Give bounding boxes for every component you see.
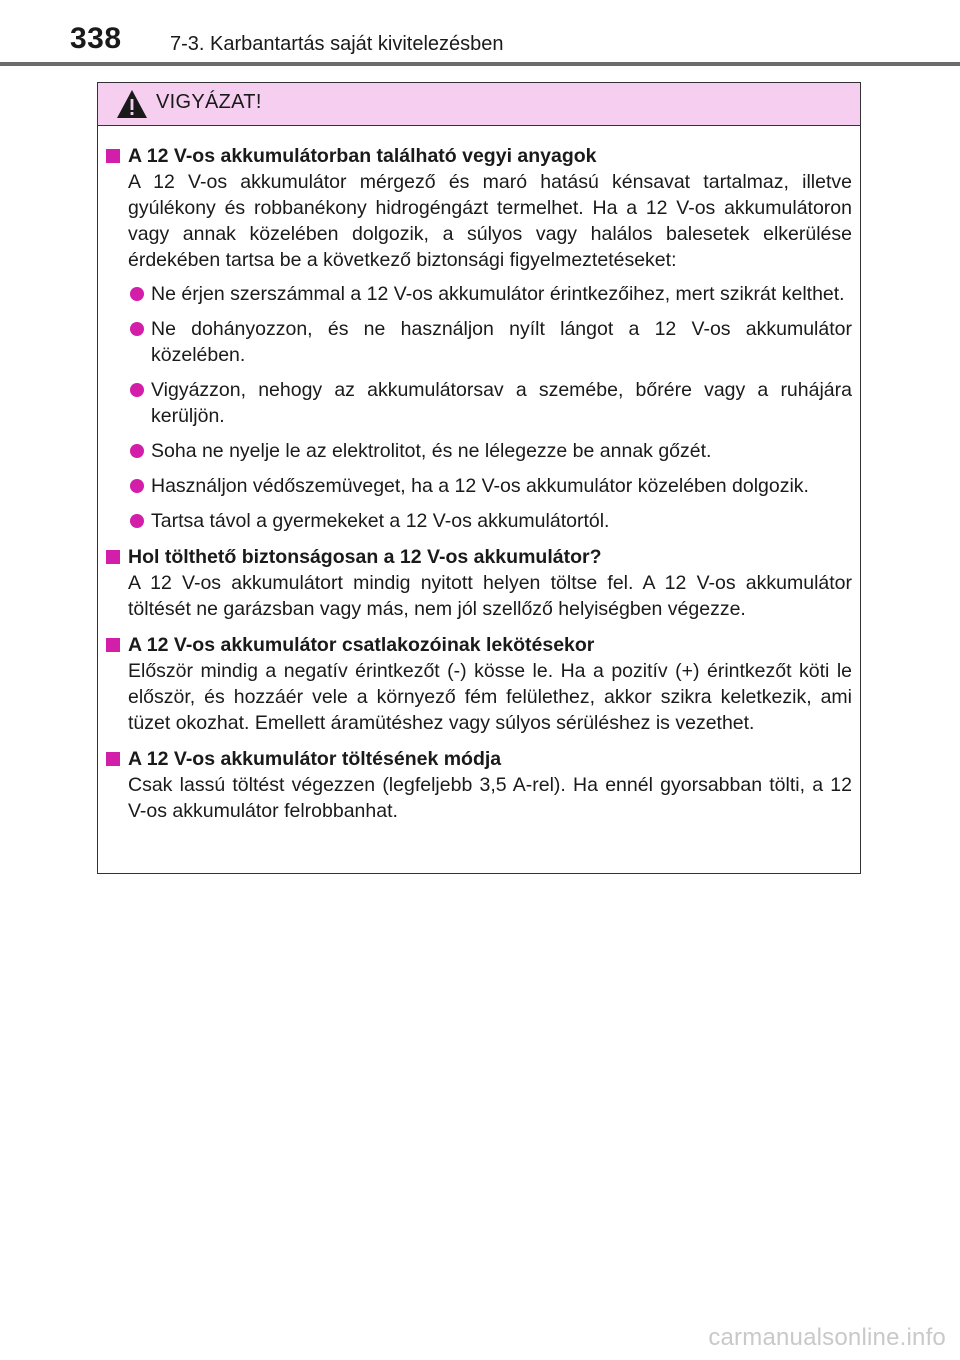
list-item-text: Soha ne nyelje le az elektrolitot, és ne lélegezze be annak gőzét. xyxy=(151,440,712,462)
list-item xyxy=(106,316,852,368)
circle-bullet-icon xyxy=(130,479,144,493)
header-divider xyxy=(0,62,960,66)
circle-bullet-icon xyxy=(130,444,144,458)
caution-box xyxy=(97,82,861,874)
section-text: Csak lassú töltést végezzen (legfeljebb 3,5 A-rel). Ha ennél gyorsabban tölti, a 12 V-os akkumulátor felrobbanhat. xyxy=(128,774,852,822)
bullet-list xyxy=(106,281,852,534)
square-bullet-icon xyxy=(106,638,120,652)
section-safe-charging-place xyxy=(106,544,852,622)
section-text: A 12 V-os akkumulátort mindig nyitott helyen töltse fel. A 12 V-os akkumulátor töltését ne garázsban vagy más, nem jól szellőző helyiségben végezze. xyxy=(128,572,852,620)
circle-bullet-icon xyxy=(130,514,144,528)
warning-icon xyxy=(116,89,148,119)
section-charging-method xyxy=(106,746,852,824)
square-bullet-icon xyxy=(106,149,120,163)
list-item xyxy=(106,473,852,499)
list-item-text: Vigyázzon, nehogy az akkumulátorsav a szemébe, bőrére vagy a ruhájára kerüljön. xyxy=(151,379,852,427)
list-item xyxy=(106,508,852,534)
section-heading-text: A 12 V-os akkumulátor csatlakozóinak lekötésekor xyxy=(128,634,595,656)
section-heading xyxy=(106,143,852,169)
section-heading-text: Hol tölthető biztonságosan a 12 V-os akkumulátor? xyxy=(128,546,602,568)
section-chemicals xyxy=(106,143,852,534)
circle-bullet-icon xyxy=(130,287,144,301)
section-text: A 12 V-os akkumulátor mérgező és maró hatású kénsavat tartalmaz, illetve gyúlékony és robbanékony hidrogéngázt termelhet. Ha a 12 V-os akkumulátoron vagy annak közelében dolgozik, a súlyos vagy halálos balesetek elkerülése érdekében tartsa be a következő biztonsági figyelmeztetéseket: xyxy=(128,171,852,271)
list-item-text: Ne érjen szerszámmal a 12 V-os akkumulátor érintkezőihez, mert szikrát kelthet. xyxy=(151,283,845,305)
list-item-text: Ne dohányozzon, és ne használjon nyílt lángot a 12 V-os akkumulátor közelében. xyxy=(151,318,852,366)
list-item-text: Használjon védőszemüveget, ha a 12 V-os akkumulátor közelében dolgozik. xyxy=(151,475,809,497)
section-disconnecting-terminals xyxy=(106,632,852,736)
section-heading-text: A 12 V-os akkumulátor töltésének módja xyxy=(128,748,502,770)
section-text: Először mindig a negatív érintkezőt (-) kösse le. Ha a pozitív (+) érintkezőt köti le először, és hozzáér vele a környező fém felülethez, akkor szikra keletkezik, ami tüzet okozhat. Emellett áramütéshez vagy súlyos sérüléshez is vezethet. xyxy=(128,660,852,734)
section-heading xyxy=(106,746,852,772)
caution-header xyxy=(98,83,860,126)
square-bullet-icon xyxy=(106,752,120,766)
circle-bullet-icon xyxy=(130,383,144,397)
list-item xyxy=(106,377,852,429)
circle-bullet-icon xyxy=(130,322,144,336)
watermark: carmanualsonline.info xyxy=(708,1324,946,1351)
page-header xyxy=(0,0,960,72)
caution-body xyxy=(98,126,860,824)
list-item xyxy=(106,281,852,307)
section-heading xyxy=(106,632,852,658)
section-title: 7-3. Karbantartás saját kivitelezésben xyxy=(170,33,504,55)
caution-label: VIGYÁZAT! xyxy=(156,91,262,113)
section-heading xyxy=(106,544,852,570)
square-bullet-icon xyxy=(106,550,120,564)
page-number: 338 xyxy=(70,22,122,55)
section-heading-text: A 12 V-os akkumulátorban található vegyi anyagok xyxy=(128,145,597,167)
list-item-text: Tartsa távol a gyermekeket a 12 V-os akkumulátortól. xyxy=(151,510,610,532)
list-item xyxy=(106,438,852,464)
